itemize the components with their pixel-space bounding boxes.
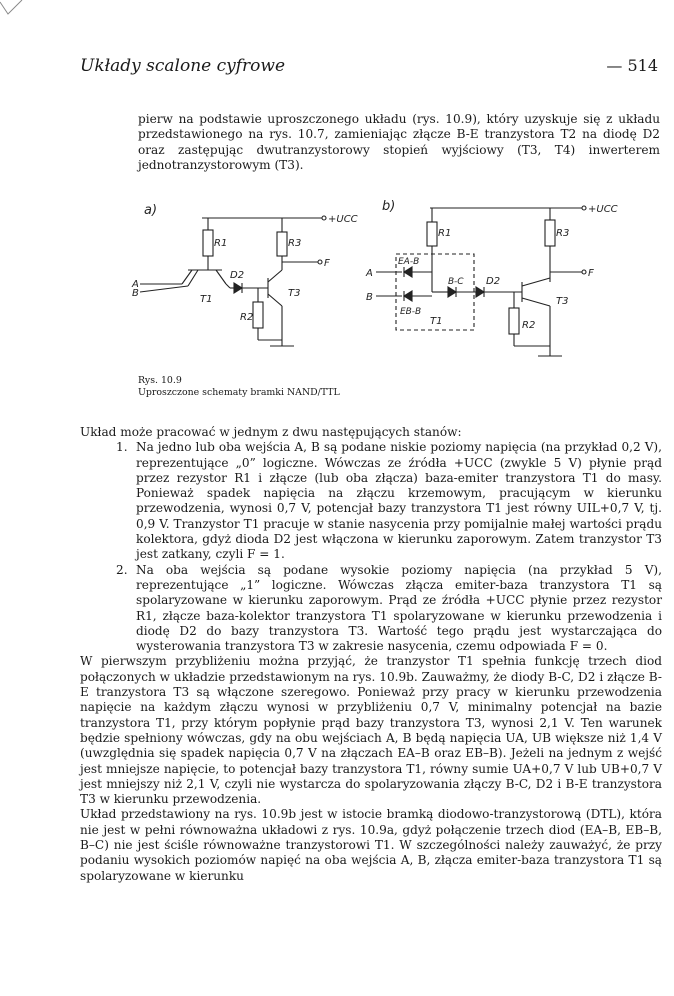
label-b-r1: R1 [438, 228, 452, 239]
circuit-schematics [130, 196, 630, 364]
label-a-r3: R3 [288, 238, 302, 249]
label-b-r3: R3 [556, 228, 570, 239]
label-a-vcc: +UCC [328, 214, 358, 225]
body-text [80, 425, 662, 884]
corner-mark [0, 0, 30, 22]
label-b-t1: T1 [430, 316, 443, 327]
list-number: 1. [116, 440, 128, 455]
panel-b-label: b) [382, 199, 396, 214]
label-a-t1: T1 [200, 294, 213, 305]
label-b-t3: T3 [556, 296, 569, 307]
caption-label: Rys. 10.9 [138, 375, 182, 386]
label-a-r1: R1 [214, 238, 228, 249]
label-b-a: A [366, 268, 373, 279]
page-number: — 514 [606, 56, 658, 75]
label-a-b: B [132, 288, 139, 299]
list-item-text: Na oba wejścia są podane wysokie poziomy napięcia (na przykład 5 V), reprezentujące „1” logiczne. Wówczas złącza emiter-baza tranzystora T1 są spolaryzowane w kierunku zaporowym. Prąd ze źródła +UCC płynie przez rezystor R1, złącze baza-kolektor tranzystora T1 spolaryzowane w kierunku przewodzenia i diodę D2 do bazy tranzystora T3. Wartość tego prądu jest wystarczająca do wysterowania tranzystora T3 w zakresie nasycenia, czemu odpowiada F = 0. [136, 562, 662, 654]
intro-paragraph [138, 112, 660, 174]
label-b-f: F [588, 268, 594, 279]
label-b-ea: EA-B [398, 257, 420, 267]
list-item-text: Na jedno lub oba wejścia A, B są podane niskie poziomy napięcia (na przykład 0,2 V), reprezentujące „0” logiczne. Wówczas ze źródła +UCC (zwykle 5 V) płynie prąd przez rezystor R1 i złącze (lub oba złącza) baza-emiter tranzystora T1 do masy. Ponieważ spadek napięcia na złączu krzemowym, pracującym w kierunku przewodzenia, wynosi 0,7 V, potencjał bazy tranzystora T1 jest równy UIL+0,7 V, tj. 0,9 V. Tranzystor T1 pracuje w stanie nasycenia przy pomijalnie małej wartości prądu kolektora, gdyż dioda D2 jest włączona w kierunku zaporowym. Zatem tranzystor T3 jest zatkany, czyli F = 1. [136, 440, 662, 562]
intro-text: pierw na podstawie uproszczonego układu (rys. 10.9), który uzyskuje się z układu przedstawionego na rys. 10.7, zamieniając złącze B-E tranzystora T2 na diodę D2 oraz zastępując dwutranzystorowy stopień wyjściowy (T3, T4) inwerterem jednotranzystorowym (T3). [138, 112, 660, 173]
lead-sentence: Układ może pracować w jednym z dwu następujących stanów: [80, 425, 462, 439]
label-b-eb: EB-B [400, 307, 422, 317]
list-item [80, 563, 662, 655]
label-a-d2: D2 [230, 270, 245, 281]
figure-caption [138, 375, 340, 399]
panel-a-label: a) [144, 203, 158, 218]
paragraph: W pierwszym przybliżeniu można przyjąć, że tranzystor T1 spełnia funkcję trzech diod połączonych w układzie przedstawionym na rys. 10.9b. Zauważmy, że diody B-C, D2 i złącze B-E tranzystora T3 są włączone szeregowo. Ponieważ przy pracy w kierunku przewodzenia napięcie na każdym złączu wynosi w przybliżeniu 0,7 V, minimalny potencjał na bazie tranzystora T1, przy którym popłynie prąd bazy tranzystora T3, wynosi 2,1 V. Ten warunek będzie spełniony wówczas, gdy na obu wejściach A, B będą napięcia UA, UB większe niż 1,4 V (uwzględnia się spadek napięcia 0,7 V na złączach EA–B oraz EB–B). Jeżeli na jednym z wejść jest mniejsze napięcie, to potencjał bazy tranzystora T1, równy sumie UA+0,7 V lub UB+0,7 V jest mniejszy niż 2,1 V, czyli nie wystarcza do spolaryzowania złączy B-C, D2 i B-E tranzystora T3 w kierunku przewodzenia. [80, 654, 662, 807]
paragraph: Układ przedstawiony na rys. 10.9b jest w istocie bramką diodowo-tranzystorową (DTL), która nie jest w pełni równoważna układowi z rys. 10.9a, gdyż połączenie trzech diod (EA–B, EB–B, B–C) nie jest ściśle równoważne tranzystorowi T1. W szczególności należy zauważyć, że przy podaniu wysokich poziomów napięć na oba wejścia A, B, złącza emiter-baza tranzystora T1 są spolaryzowane w kierunku [80, 807, 662, 883]
list-item [80, 440, 662, 562]
label-a-t3: T3 [288, 288, 301, 299]
label-b-vcc: +UCC [588, 204, 618, 215]
label-a-f: F [324, 258, 330, 269]
running-title: Układy scalone cyfrowe [80, 56, 286, 76]
caption-text: Uproszczone schematy bramki NAND/TTL [138, 387, 340, 398]
label-b-r2: R2 [522, 320, 536, 331]
label-a-a: A [132, 279, 139, 290]
label-b-bc: B-C [448, 277, 464, 287]
figure-10-9 [130, 196, 630, 364]
label-a-r2: R2 [240, 312, 254, 323]
page-header [80, 56, 658, 80]
label-b-b: B [366, 292, 373, 303]
label-b-d2: D2 [486, 276, 501, 287]
list-number: 2. [116, 562, 128, 577]
